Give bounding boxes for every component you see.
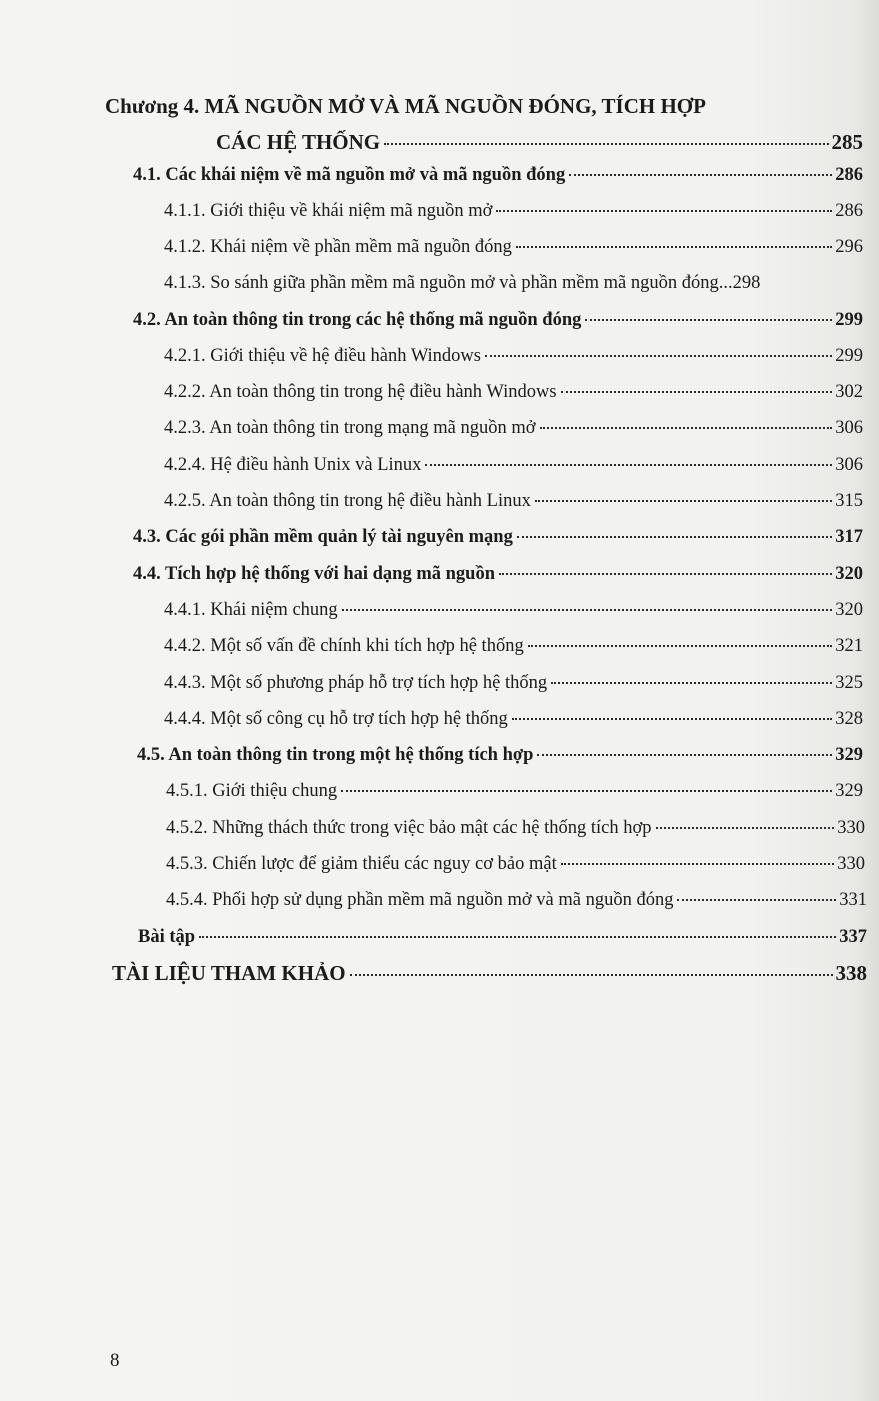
page-number: 8 [110, 1350, 120, 1371]
dot-leader [199, 936, 836, 938]
entry-page-number: 320 [835, 600, 863, 620]
dot-leader [561, 391, 833, 393]
dot-leader [384, 143, 828, 145]
entry-label: 4.2.2. An toàn thông tin trong hệ điều hành Windows [164, 382, 557, 402]
entry-label: 4.1.2. Khái niệm về phần mềm mã nguồn đóng [164, 237, 512, 257]
entry-label: 4.2.5. An toàn thông tin trong hệ điều hành Linux [164, 491, 531, 511]
entry-page-number: 331 [839, 890, 867, 910]
entry-label: 4.4.4. Một số công cụ hỗ trợ tích hợp hệ thống [164, 709, 508, 729]
entry-page-number: 286 [835, 165, 863, 185]
dot-leader [512, 718, 832, 720]
entry-label: TÀI LIỆU THAM KHẢO [112, 961, 346, 985]
entry-page-number: 298 [732, 273, 761, 293]
entry-label: 4.1. Các khái niệm về mã nguồn mở và mã nguồn đóng [133, 165, 566, 185]
chapter-title: Chương 4. MÃ NGUỒN MỞ VÀ MÃ NGUỒN ĐÓNG, TÍCH HỢP [105, 94, 706, 118]
entry-page-number: 325 [835, 673, 863, 693]
toc-section-4-5 [137, 745, 863, 766]
dot-leader [516, 246, 832, 248]
toc-references [112, 961, 867, 986]
entry-label: 4.4. Tích hợp hệ thống với hai dạng mã nguồn [133, 564, 495, 584]
dot-leader [535, 500, 832, 502]
dot-leader [677, 899, 836, 901]
entry-page-number: 299 [835, 346, 863, 366]
toc-subsection-4-5-4 [166, 890, 867, 911]
toc-subsection-4-5-1 [166, 781, 863, 802]
toc-subsection-4-5-2 [166, 818, 865, 839]
dot-leader [496, 210, 832, 212]
entry-label: 4.2.1. Giới thiệu về hệ điều hành Windows [164, 346, 481, 366]
dot-leader [656, 827, 835, 829]
toc-subsection-4-2-1 [164, 346, 863, 367]
dot-leader [528, 645, 833, 647]
dot-leader [341, 790, 832, 792]
chapter-title-continued [216, 130, 863, 155]
entry-label: 4.3. Các gói phần mềm quản lý tài nguyên mạng [133, 527, 513, 547]
entry-label: 4.4.2. Một số vấn đề chính khi tích hợp hệ thống [164, 636, 524, 656]
toc-section-4-4 [133, 564, 863, 585]
entry-page-number: 296 [835, 237, 863, 257]
entry-label: 4.5.2. Những thách thức trong việc bảo mật các hệ thống tích hợp [166, 818, 652, 838]
dot-leader [561, 863, 835, 865]
entry-label: 4.5.3. Chiến lược để giảm thiểu các nguy cơ bảo mật [166, 854, 557, 874]
entry-label: 4.2. An toàn thông tin trong các hệ thống mã nguồn đóng [133, 310, 582, 330]
entry-label: 4.1.1. Giới thiệu về khái niệm mã nguồn mở [164, 201, 493, 221]
toc-section-4-3 [133, 527, 863, 548]
toc-subsection-4-4-3 [164, 673, 863, 694]
entry-page-number: 330 [837, 854, 865, 874]
dot-leader [350, 974, 833, 976]
entry-page-number: 338 [835, 961, 867, 985]
toc-section-4-2 [133, 310, 863, 331]
entry-label: Bài tập [138, 927, 196, 947]
chapter-page-number: 285 [831, 130, 863, 154]
toc-subsection-4-2-2 [164, 382, 863, 403]
dot-leader [537, 754, 832, 756]
entry-label: 4.2.3. An toàn thông tin trong mạng mã nguồn mở [164, 418, 536, 438]
entry-page-number: 306 [835, 455, 863, 475]
toc-subsection-4-4-2 [164, 636, 863, 657]
dot-leader [551, 682, 832, 684]
entry-page-number: 317 [835, 527, 863, 547]
entry-page-number: 286 [835, 201, 863, 221]
entry-page-number: 299 [835, 310, 863, 330]
entry-page-number: 321 [835, 636, 863, 656]
dot-leader [569, 174, 832, 176]
entry-page-number: 329 [835, 781, 863, 801]
toc-subsection-4-4-1 [164, 600, 863, 621]
entry-page-number: 302 [835, 382, 863, 402]
toc-subsection-4-2-3 [164, 418, 863, 439]
entry-label: 4.4.3. Một số phương pháp hỗ trợ tích hợp hệ thống [164, 673, 548, 693]
toc-subsection-4-1-2 [164, 237, 863, 258]
dot-leader [517, 536, 832, 538]
toc-subsection-4-5-3 [166, 854, 865, 875]
entry-label: 4.4.1. Khái niệm chung [164, 600, 338, 620]
toc-subsection-4-1-3 [164, 273, 863, 294]
entry-page-number: 337 [839, 927, 867, 947]
entry-label: 4.5.4. Phối hợp sử dụng phần mềm mã nguồn mở và mã nguồn đóng [166, 890, 674, 910]
toc-section-4-1 [133, 165, 863, 186]
toc-exercises [138, 927, 867, 948]
entry-page-number: 329 [835, 745, 863, 765]
toc-subsection-4-2-5 [164, 491, 863, 512]
entry-page-number: 328 [835, 709, 863, 729]
entry-page-number: 330 [837, 818, 865, 838]
dot-leader [540, 427, 833, 429]
entry-label: 4.5.1. Giới thiệu chung [166, 781, 338, 801]
dot-leader [425, 464, 832, 466]
entry-label: 4.2.4. Hệ điều hành Unix và Linux [164, 455, 422, 475]
dot-leader [485, 355, 832, 357]
dot-leader [499, 573, 832, 575]
entry-label: 4.5. An toàn thông tin trong một hệ thống tích hợp [137, 745, 534, 765]
entry-page-number: 320 [835, 564, 863, 584]
toc-subsection-4-1-1 [164, 201, 863, 222]
entry-page-number: 306 [835, 418, 863, 438]
dot-leader [342, 609, 833, 611]
chapter-title-line2: CÁC HỆ THỐNG [216, 130, 381, 154]
toc-subsection-4-4-4 [164, 709, 863, 730]
entry-page-number: 315 [835, 491, 863, 511]
entry-label: 4.1.3. So sánh giữa phần mềm mã nguồn mở và phần mềm mã nguồn đóng... [164, 273, 733, 293]
toc-subsection-4-2-4 [164, 455, 863, 476]
dot-leader [585, 319, 832, 321]
